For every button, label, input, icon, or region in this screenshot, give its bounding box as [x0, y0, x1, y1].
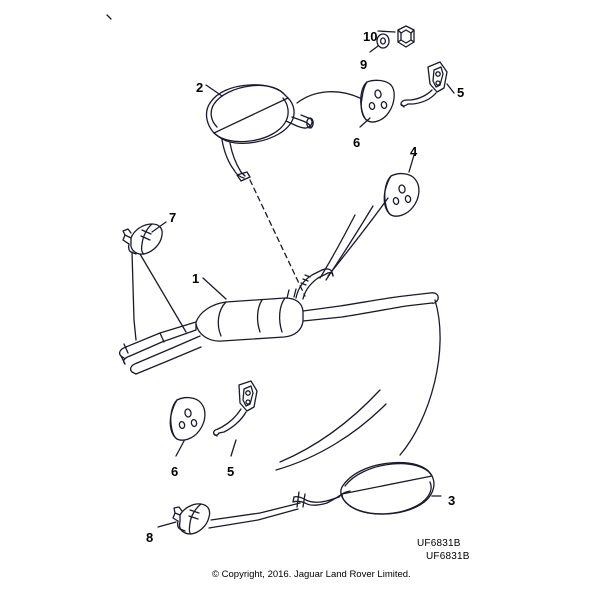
part-mounting-bracket-upper	[401, 62, 447, 107]
callout-5-lower: 5	[227, 464, 235, 479]
part-mounting-rubber-upper	[384, 174, 419, 217]
callout-1: 1	[192, 271, 200, 286]
leader-6-curve	[297, 92, 360, 103]
stray-mark	[107, 15, 111, 19]
part-nut	[398, 26, 414, 47]
callout-6: 6	[353, 135, 361, 150]
part-mounting-rubber-upper-left	[361, 80, 394, 122]
callout-9: 9	[360, 57, 368, 72]
part-mounting-rubber-lower	[170, 398, 205, 441]
leader-8	[158, 522, 176, 527]
leader-4-curve-c	[320, 215, 355, 278]
leader-7-to-pipe	[140, 254, 186, 332]
leader-1	[203, 278, 226, 299]
leader-10	[378, 31, 395, 32]
part-mounting-bracket-lower	[214, 381, 257, 436]
callout-7: 7	[169, 210, 177, 225]
callout-8: 8	[146, 530, 154, 545]
leader-3-curve-c	[276, 404, 386, 470]
callout-2: 2	[196, 80, 204, 95]
leader-7-to-pipe-b	[132, 252, 136, 340]
part-code-2: UF6831B	[426, 551, 470, 562]
leader-9	[370, 46, 378, 52]
leader-6b	[176, 441, 184, 456]
part-washer	[377, 34, 389, 48]
leader-3-curve	[400, 300, 440, 455]
leader-3-curve-b	[280, 390, 380, 462]
callout-3: 3	[448, 493, 456, 508]
callout-5: 5	[457, 85, 465, 100]
copyright-notice: © Copyright, 2016. Jaguar Land Rover Limited.	[212, 569, 411, 580]
part-clamp-lower-left	[173, 504, 210, 534]
callout-6-lower: 6	[171, 464, 179, 479]
leader-5	[447, 84, 454, 93]
callout-10: 10	[363, 29, 378, 44]
part-rear-silencer-left	[207, 85, 314, 181]
part-front-pipe-centre-silencer	[120, 269, 439, 374]
leader-2	[206, 85, 222, 96]
part-rear-silencer-right	[293, 463, 434, 515]
part-code-1: UF6831B	[417, 538, 461, 549]
leader-4-curve-b	[326, 206, 373, 280]
callout-4: 4	[410, 144, 418, 159]
leader-5b	[231, 440, 236, 456]
leader-2-to-assembly	[250, 180, 305, 296]
